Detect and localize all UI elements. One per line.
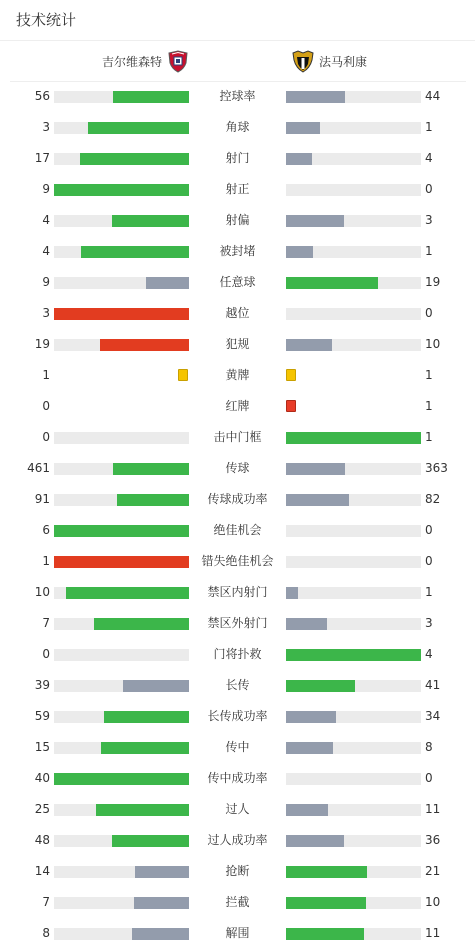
away-bar-fill xyxy=(286,91,345,103)
home-value: 40 xyxy=(34,771,50,785)
away-bar-fill xyxy=(286,339,332,351)
home-bar-fill xyxy=(94,618,189,630)
stat-row[interactable] xyxy=(0,825,475,856)
home-bar-track xyxy=(54,215,189,227)
away-bar-fill xyxy=(286,587,298,599)
stat-row[interactable] xyxy=(0,329,475,360)
home-bar-track xyxy=(54,618,189,630)
home-bar-track xyxy=(54,122,189,134)
home-bar-track xyxy=(54,463,189,475)
home-bar-track xyxy=(54,804,189,816)
home-bar-fill xyxy=(100,339,189,351)
away-value: 1 xyxy=(425,120,433,134)
away-value: 1 xyxy=(425,399,433,413)
yellow-card-icon xyxy=(286,369,296,381)
home-bar-fill xyxy=(96,804,189,816)
home-value: 9 xyxy=(42,182,50,196)
stat-label: 黄牌 xyxy=(225,368,250,382)
away-team[interactable] xyxy=(291,41,367,81)
away-bar-fill xyxy=(286,649,421,661)
away-value: 1 xyxy=(425,585,433,599)
away-bar-track xyxy=(286,153,421,165)
home-value: 8 xyxy=(42,926,50,940)
stat-row[interactable] xyxy=(0,701,475,732)
away-bar-track xyxy=(286,928,421,940)
away-bar-track xyxy=(286,680,421,692)
home-value: 0 xyxy=(42,430,50,444)
away-bar-fill xyxy=(286,215,344,227)
away-value: 11 xyxy=(425,802,441,816)
home-bar-fill xyxy=(54,556,189,568)
home-bar-track xyxy=(54,587,189,599)
stat-row[interactable] xyxy=(0,81,475,112)
home-bar-track xyxy=(54,866,189,878)
stat-row[interactable] xyxy=(0,515,475,546)
stat-label: 过人 xyxy=(225,802,250,816)
home-value: 25 xyxy=(34,802,50,816)
stat-row[interactable] xyxy=(0,298,475,329)
away-value: 44 xyxy=(425,89,441,103)
stat-row[interactable] xyxy=(0,112,475,143)
home-value: 461 xyxy=(27,461,50,475)
stat-row[interactable] xyxy=(0,143,475,174)
away-bar-fill xyxy=(286,835,344,847)
away-bar-track xyxy=(286,277,421,289)
stat-row[interactable] xyxy=(0,763,475,794)
away-bar-fill xyxy=(286,680,355,692)
away-bar-track xyxy=(286,773,421,785)
away-bar-fill xyxy=(286,804,328,816)
stat-row[interactable] xyxy=(0,732,475,763)
home-bar-track xyxy=(54,742,189,754)
away-value: 4 xyxy=(425,151,433,165)
away-bar-track xyxy=(286,525,421,537)
away-bar-fill xyxy=(286,494,349,506)
home-value: 0 xyxy=(42,647,50,661)
stat-row[interactable] xyxy=(0,360,475,391)
home-value: 6 xyxy=(42,523,50,537)
away-team-crest-icon xyxy=(291,49,315,73)
away-value: 0 xyxy=(425,771,433,785)
home-bar-track xyxy=(54,339,189,351)
home-bar-fill xyxy=(117,494,189,506)
away-bar-track xyxy=(286,463,421,475)
away-bar-track xyxy=(286,215,421,227)
away-bar-track xyxy=(286,91,421,103)
home-bar-fill xyxy=(104,711,189,723)
home-bar-track xyxy=(54,928,189,940)
stat-label: 射偏 xyxy=(225,213,250,227)
home-bar-track xyxy=(54,680,189,692)
home-value: 0 xyxy=(42,399,50,413)
stat-row[interactable] xyxy=(0,577,475,608)
stat-label: 传中成功率 xyxy=(207,771,268,785)
away-value: 8 xyxy=(425,740,433,754)
stat-label: 击中门框 xyxy=(213,430,262,444)
away-bar-track xyxy=(286,866,421,878)
stat-label: 禁区外射门 xyxy=(207,616,268,630)
home-bar-fill xyxy=(88,122,189,134)
away-value: 19 xyxy=(425,275,441,289)
yellow-card-icon xyxy=(178,369,188,381)
home-value: 4 xyxy=(42,213,50,227)
home-value: 39 xyxy=(34,678,50,692)
away-value: 0 xyxy=(425,306,433,320)
stat-label: 传球成功率 xyxy=(207,492,268,506)
home-bar-fill xyxy=(134,897,189,909)
home-bar-fill xyxy=(54,773,189,785)
home-bar-fill xyxy=(146,277,189,289)
away-value: 10 xyxy=(425,337,441,351)
home-value: 14 xyxy=(34,864,50,878)
home-value: 59 xyxy=(34,709,50,723)
home-bar-track xyxy=(54,835,189,847)
stat-row[interactable] xyxy=(0,453,475,484)
away-bar-track xyxy=(286,587,421,599)
home-bar-track xyxy=(54,246,189,258)
home-bar-track xyxy=(54,432,189,444)
red-card-icon xyxy=(286,400,296,412)
away-bar-track xyxy=(286,556,421,568)
away-bar-track xyxy=(286,742,421,754)
stat-label: 解围 xyxy=(225,926,250,940)
stat-row[interactable] xyxy=(0,639,475,670)
home-value: 7 xyxy=(42,895,50,909)
home-bar-fill xyxy=(81,246,189,258)
away-bar-fill xyxy=(286,153,312,165)
home-value: 17 xyxy=(34,151,50,165)
stat-label: 抢断 xyxy=(225,864,250,878)
away-bar-fill xyxy=(286,277,378,289)
home-bar-track xyxy=(54,649,189,661)
stat-row[interactable] xyxy=(0,856,475,887)
stat-label: 射门 xyxy=(225,151,250,165)
stat-label: 红牌 xyxy=(225,399,250,413)
home-value: 10 xyxy=(34,585,50,599)
home-value: 9 xyxy=(42,275,50,289)
stat-row[interactable] xyxy=(0,174,475,205)
home-bar-track xyxy=(54,153,189,165)
home-bar-track xyxy=(54,897,189,909)
home-value: 56 xyxy=(34,89,50,103)
away-value: 82 xyxy=(425,492,441,506)
away-bar-track xyxy=(286,897,421,909)
away-bar-track xyxy=(286,246,421,258)
home-bar-fill xyxy=(135,866,189,878)
home-bar-fill xyxy=(112,215,189,227)
stat-row[interactable] xyxy=(0,794,475,825)
stat-label: 控球率 xyxy=(219,89,256,103)
home-value: 7 xyxy=(42,616,50,630)
away-bar-track xyxy=(286,804,421,816)
home-value: 4 xyxy=(42,244,50,258)
away-bar-fill xyxy=(286,463,345,475)
home-team-crest-icon xyxy=(166,49,190,73)
home-value: 15 xyxy=(34,740,50,754)
away-bar-track xyxy=(286,649,421,661)
home-bar-fill xyxy=(113,91,189,103)
stat-row[interactable] xyxy=(0,236,475,267)
home-bar-fill xyxy=(132,928,189,940)
stat-row[interactable] xyxy=(0,391,475,422)
home-bar-fill xyxy=(113,463,189,475)
away-bar-fill xyxy=(286,928,364,940)
home-value: 48 xyxy=(34,833,50,847)
away-value: 363 xyxy=(425,461,448,475)
away-bar-fill xyxy=(286,711,336,723)
stat-label: 错失绝佳机会 xyxy=(201,554,274,568)
away-bar-track xyxy=(286,494,421,506)
home-bar-track xyxy=(54,308,189,320)
stat-label: 门将扑救 xyxy=(213,647,262,661)
away-bar-track xyxy=(286,122,421,134)
stat-label: 禁区内射门 xyxy=(207,585,268,599)
away-bar-fill xyxy=(286,618,327,630)
home-bar-fill xyxy=(123,680,189,692)
stat-label: 越位 xyxy=(225,306,250,320)
away-value: 36 xyxy=(425,833,441,847)
away-value: 1 xyxy=(425,368,433,382)
stat-label: 射正 xyxy=(225,182,250,196)
stat-label: 传中 xyxy=(225,740,250,754)
home-bar-fill xyxy=(101,742,189,754)
away-bar-track xyxy=(286,835,421,847)
home-value: 1 xyxy=(42,368,50,382)
away-bar-fill xyxy=(286,246,313,258)
panel-title: 技术统计 xyxy=(16,11,77,29)
away-value: 4 xyxy=(425,647,433,661)
stat-row[interactable] xyxy=(0,670,475,701)
away-bar-track xyxy=(286,184,421,196)
away-value: 41 xyxy=(425,678,441,692)
stat-row[interactable] xyxy=(0,887,475,918)
stat-label: 长传 xyxy=(225,678,250,692)
home-bar-fill xyxy=(66,587,189,599)
home-bar-fill xyxy=(54,184,189,196)
away-bar-fill xyxy=(286,897,366,909)
away-value: 0 xyxy=(425,182,433,196)
stat-label: 绝佳机会 xyxy=(213,523,262,537)
away-value: 21 xyxy=(425,864,441,878)
stats-list xyxy=(0,81,475,949)
home-bar-track xyxy=(54,711,189,723)
stat-row[interactable] xyxy=(0,205,475,236)
team-header xyxy=(10,41,466,82)
home-bar-track xyxy=(54,91,189,103)
away-bar-fill xyxy=(286,866,367,878)
away-value: 34 xyxy=(425,709,441,723)
home-bar-track xyxy=(54,773,189,785)
home-bar-track xyxy=(54,494,189,506)
away-value: 11 xyxy=(425,926,441,940)
away-value: 10 xyxy=(425,895,441,909)
away-value: 1 xyxy=(425,244,433,258)
home-bar-track xyxy=(54,556,189,568)
away-bar-track xyxy=(286,618,421,630)
home-value: 3 xyxy=(42,120,50,134)
away-bar-track xyxy=(286,432,421,444)
stat-label: 过人成功率 xyxy=(207,833,268,847)
stat-label: 犯规 xyxy=(225,337,250,351)
stat-label: 角球 xyxy=(225,120,250,134)
away-value: 3 xyxy=(425,616,433,630)
away-team-name: 法马利康 xyxy=(319,54,368,69)
home-value: 19 xyxy=(34,337,50,351)
away-bar-fill xyxy=(286,742,333,754)
home-value: 91 xyxy=(34,492,50,506)
away-value: 0 xyxy=(425,523,433,537)
stat-row[interactable] xyxy=(0,422,475,453)
home-bar-track xyxy=(54,525,189,537)
home-bar-track xyxy=(54,184,189,196)
home-bar-fill xyxy=(80,153,189,165)
home-team-name: 吉尔维森特 xyxy=(102,54,163,69)
away-bar-fill xyxy=(286,432,421,444)
stat-row[interactable] xyxy=(0,918,475,949)
away-bar-track xyxy=(286,711,421,723)
home-bar-fill xyxy=(54,525,189,537)
away-value: 0 xyxy=(425,554,433,568)
home-bar-fill xyxy=(112,835,189,847)
stat-row[interactable] xyxy=(0,484,475,515)
home-bar-fill xyxy=(54,308,189,320)
home-bar-track xyxy=(54,277,189,289)
away-bar-track xyxy=(286,308,421,320)
stat-row[interactable] xyxy=(0,267,475,298)
away-bar-track xyxy=(286,339,421,351)
stat-row[interactable] xyxy=(0,608,475,639)
away-value: 1 xyxy=(425,430,433,444)
stat-label: 传球 xyxy=(225,461,250,475)
stat-label: 长传成功率 xyxy=(207,709,268,723)
stat-row[interactable] xyxy=(0,546,475,577)
away-bar-fill xyxy=(286,122,320,134)
home-team[interactable] xyxy=(102,41,190,81)
stat-label: 拦截 xyxy=(225,895,250,909)
away-value: 3 xyxy=(425,213,433,227)
home-value: 1 xyxy=(42,554,50,568)
home-value: 3 xyxy=(42,306,50,320)
stat-label: 被封堵 xyxy=(219,244,256,258)
stat-label: 任意球 xyxy=(219,275,256,289)
